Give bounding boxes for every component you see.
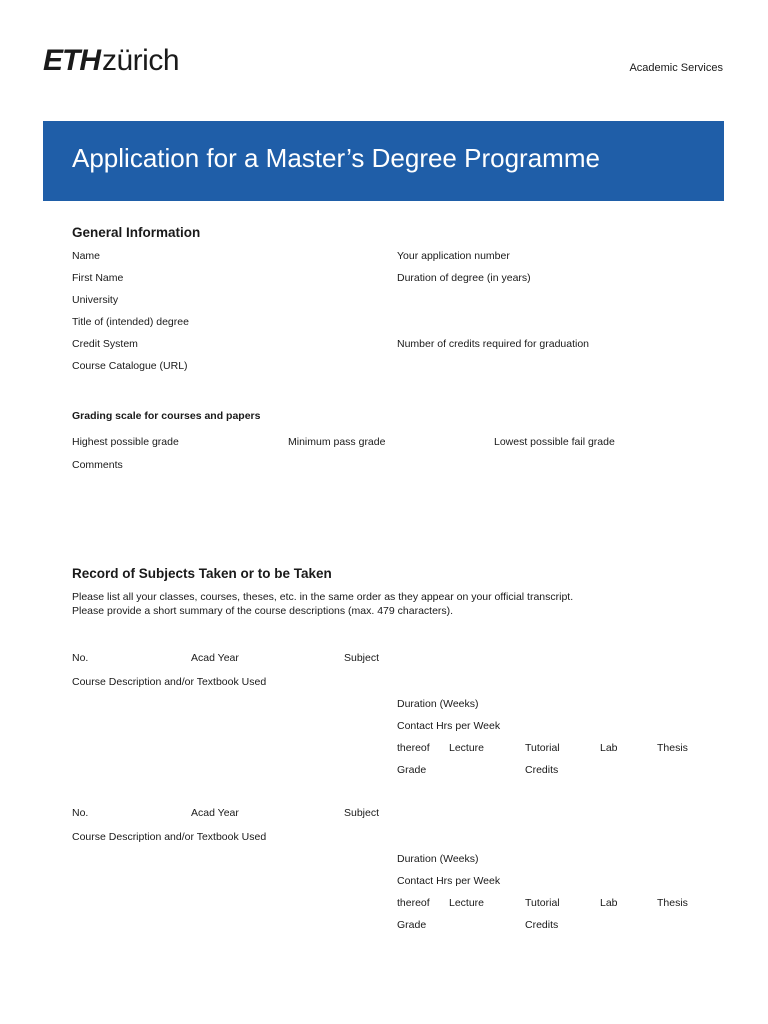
entry-lecture-label: Lecture — [449, 897, 485, 909]
entry-credits-label: Credits — [525, 919, 559, 931]
first-name-label: First Name — [72, 272, 124, 284]
entry-thereof-label: thereof — [397, 897, 430, 909]
entry-thesis-label: Thesis — [657, 742, 688, 754]
grading-scale-heading: Grading scale for courses and papers — [72, 410, 261, 422]
entry-lecture-label: Lecture — [449, 742, 485, 754]
minimum-pass-grade-label: Minimum pass grade — [288, 436, 386, 448]
entry-tutorial-label: Tutorial — [525, 897, 560, 909]
logo-eth-text: ETH — [43, 44, 100, 77]
entry-thereof-label: thereof — [397, 742, 430, 754]
credit-system-label: Credit System — [72, 338, 138, 350]
comments-label: Comments — [72, 459, 123, 471]
page-title: Application for a Master’s Degree Programme — [72, 143, 600, 173]
entry-contact-hours-label: Contact Hrs per Week — [397, 720, 501, 732]
credits-required-label: Number of credits required for graduation — [397, 338, 590, 350]
general-information-heading: General Information — [72, 225, 201, 240]
entry-lab-label: Lab — [600, 897, 618, 909]
name-field-label: Name — [72, 250, 101, 262]
entry-subject-label: Subject — [344, 807, 380, 819]
entry-tutorial-label: Tutorial — [525, 742, 560, 754]
entry-no-label: No. — [72, 652, 89, 664]
department-name: Academic Services — [629, 62, 723, 74]
entry-acad-year-label: Acad Year — [191, 807, 239, 819]
entry-thesis-label: Thesis — [657, 897, 688, 909]
record-instructions-line-1: Please list all your classes, courses, theses, etc. in the same order as they appear on your official transcript. — [72, 591, 574, 603]
record-of-subjects-heading: Record of Subjects Taken or to be Taken — [72, 566, 332, 581]
lowest-fail-grade-label: Lowest possible fail grade — [494, 436, 615, 448]
entry-grade-label: Grade — [397, 919, 427, 931]
entry-no-label: No. — [72, 807, 89, 819]
entry-course-description-label: Course Description and/or Textbook Used — [72, 676, 267, 688]
entry-duration-weeks-label: Duration (Weeks) — [397, 698, 479, 710]
degree-duration-label: Duration of degree (in years) — [397, 272, 531, 284]
entry-course-description-label: Course Description and/or Textbook Used — [72, 831, 267, 843]
entry-contact-hours-label: Contact Hrs per Week — [397, 875, 501, 887]
highest-grade-label: Highest possible grade — [72, 436, 179, 448]
entry-lab-label: Lab — [600, 742, 618, 754]
degree-title-label: Title of (intended) degree — [72, 316, 189, 328]
record-instructions-line-2: Please provide a short summary of the course descriptions (max. 479 characters). — [72, 605, 454, 617]
university-label: University — [72, 294, 119, 306]
eth-zurich-logo — [43, 44, 179, 78]
entry-acad-year-label: Acad Year — [191, 652, 239, 664]
logo-city-text: zürich — [102, 44, 180, 77]
entry-subject-label: Subject — [344, 652, 380, 664]
application-number-label: Your application number — [397, 250, 510, 262]
entry-duration-weeks-label: Duration (Weeks) — [397, 853, 479, 865]
title-banner — [43, 121, 724, 201]
course-catalogue-label: Course Catalogue (URL) — [72, 360, 188, 372]
entry-credits-label: Credits — [525, 764, 559, 776]
entry-grade-label: Grade — [397, 764, 427, 776]
